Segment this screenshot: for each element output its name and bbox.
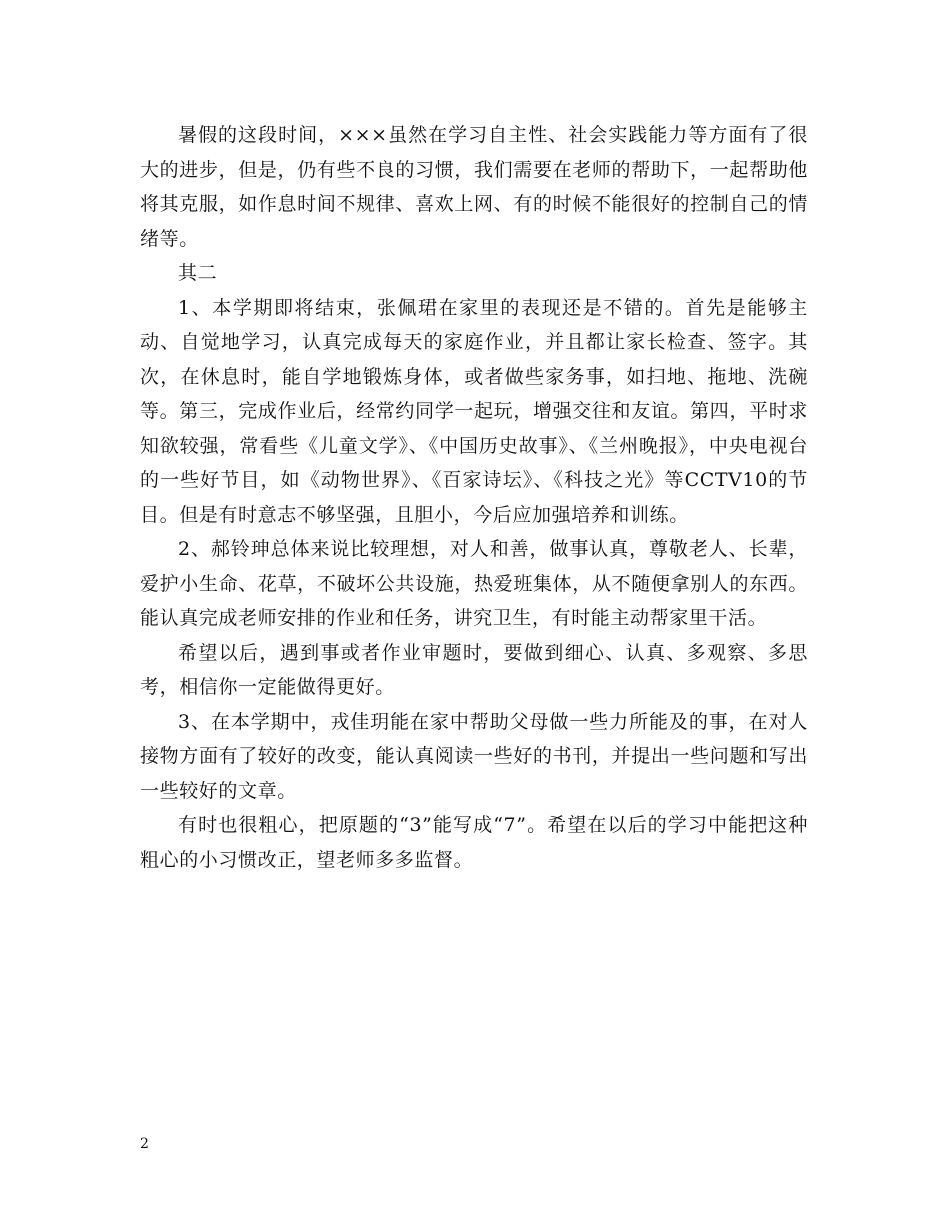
paragraph-section-heading: 其二: [178, 262, 218, 284]
paragraph-comment-3: 3、在本学期中，戎佳玥能在家中帮助父母做一些力所能及的事，在对人接物方面有了较好的改变，能认真阅读一些好的书刊，并提出一些问题和写出一些较好的文章。: [140, 710, 808, 802]
paragraph-hope: 希望以后，遇到事或者作业审题时，要做到细心、认真、多观察、多思考，相信你一定能做得更好。: [140, 641, 808, 698]
paragraph-comment-2: 2、郝铃珅总体来说比较理想，对人和善，做事认真，尊敬老人、长辈，爱护小生命、花草，不破坏公共设施，热爱班集体，从不随便拿别人的东西。能认真完成老师安排的作业和任务，讲究卫生，有时能主动帮家里干活。: [140, 538, 808, 629]
page-number: 2: [140, 1136, 149, 1152]
document-body: [140, 118, 808, 877]
paragraph-summer-progress: 暑假的这段时间，×××虽然在学习自主性、社会实践能力等方面有了很大的进步，但是，仍有些不良的习惯，我们需要在老师的帮助下，一起帮助他将其克服，如作息时间不规律、喜欢上网、有的时候不能很好的控制自己的情绪等。: [140, 124, 808, 250]
paragraph-careless-note: 有时也很粗心，把原题的“3”能写成“7”。希望在以后的学习中能把这种粗心的小习惯改正，望老师多多监督。: [140, 814, 808, 871]
paragraph-comment-1: 1、本学期即将结束，张佩珺在家里的表现还是不错的。首先是能够主动、自觉地学习，认真完成每天的家庭作业，并且都让家长检查、签字。其次，在休息时，能自学地锻炼身体，或者做些家务事，如扫地、拖地、洗碗等。第三，完成作业后，经常约同学一起玩，增强交往和友谊。第四，平时求知欲较强，常看些《儿童文学》、《中国历史故事》、《兰州晚报》，中央电视台的一些好节目，如《动物世界》、《百家诗坛》、《科技之光》等CCTV10的节目。但是有时意志不够坚强，且胆小，今后应加强培养和训练。: [140, 296, 808, 526]
